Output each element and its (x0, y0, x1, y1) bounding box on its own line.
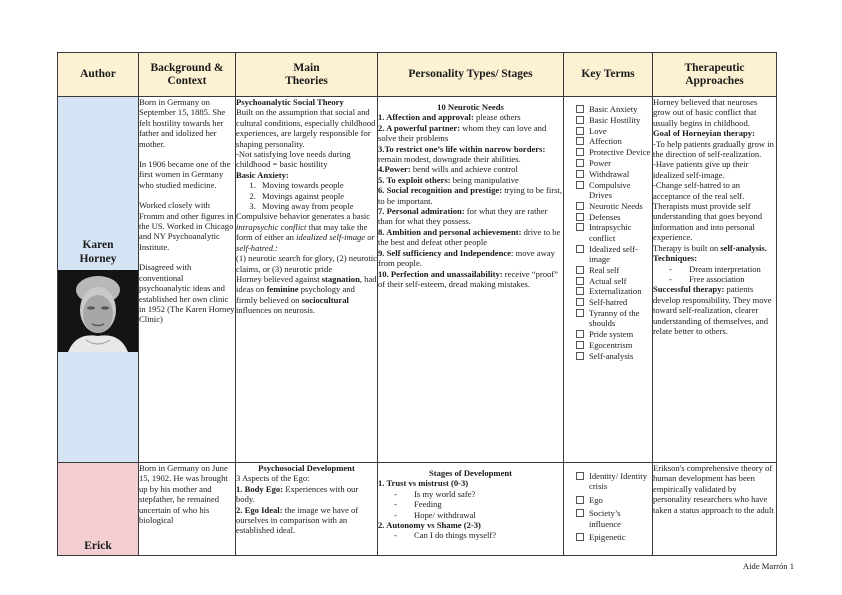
key-term-label: Withdrawal (589, 168, 630, 179)
key-term-label: Real self (589, 264, 620, 275)
background-paragraph: Disagreed with conventional psychoanalytic ideas and established her own clinic in 1952 (The Karen Horney Clinic) (139, 262, 235, 325)
ego-aspect (236, 505, 377, 536)
neurotic-need-label: 4.Power: (378, 164, 411, 175)
types-title: 10 Neurotic Needs (437, 102, 504, 112)
checkbox-icon[interactable] (576, 533, 584, 541)
text-run-italic: intrapsychic conflict (236, 221, 307, 232)
therapy-goal: -Change self-hatred to an acceptance of the real self. (653, 180, 745, 201)
key-terms-cell-erik (564, 463, 653, 556)
types-title: Stages of Development (428, 468, 513, 478)
neurotic-need-label: 10. Perfection and unassailability: (378, 268, 503, 279)
neurotic-need-item (378, 164, 563, 174)
theory-title: Psychoanalytic Social Theory (236, 97, 344, 107)
checkbox-icon[interactable] (576, 245, 584, 253)
checkbox-icon[interactable] (576, 148, 584, 156)
key-term-item[interactable] (576, 340, 652, 350)
text-run: influences on neurosis. (236, 305, 315, 316)
background-paragraph: Worked closely with Fromm and other figures in the US. Worked in Chicago and NY Psychoanalytic Institute. (139, 200, 234, 252)
text-run-bold: feminine (266, 284, 299, 295)
list-item: - Is my world safe? (394, 489, 563, 499)
key-term-label: Externalization (589, 286, 642, 297)
text-run: , had ideas on (236, 273, 377, 295)
successful-therapy (653, 284, 776, 336)
key-term-item[interactable] (576, 115, 652, 125)
neurotic-need-label: 7. Personal admiration: (378, 206, 465, 217)
neurotic-need-item (378, 206, 563, 227)
portrait-photo-icon (58, 270, 138, 352)
key-term-label: Love (589, 125, 607, 136)
key-term-item[interactable] (576, 126, 652, 136)
list-item: - Hope/ withdrawal (394, 510, 563, 520)
key-term-item[interactable] (576, 104, 652, 114)
text-run-bold: Successful therapy: (653, 284, 725, 295)
header-types-label: Personality Types/ Stages (408, 68, 533, 80)
header-author (58, 53, 139, 97)
checkbox-icon[interactable] (576, 309, 584, 317)
text-run: Experiences with our body. (236, 483, 359, 505)
key-term-item[interactable] (576, 158, 652, 168)
text-run: Horney believed against (236, 273, 322, 284)
key-term-label: Compulsive Drives (589, 179, 631, 200)
text-run: the image we have of ourselves in comparison with an established ideal. (236, 504, 359, 536)
checkbox-icon[interactable] (576, 330, 584, 338)
checkbox-icon[interactable] (576, 170, 584, 178)
checkbox-icon[interactable] (576, 509, 584, 517)
therapy-goal: -Have patients give up their idealized self-image. (653, 159, 749, 180)
neurotic-need-text: bend wills and achieve control (410, 164, 518, 175)
checkbox-icon[interactable] (576, 213, 584, 221)
key-term-item[interactable] (576, 532, 652, 542)
header-background-line2: Context (167, 74, 207, 87)
neurotic-need-label: 8. Ambition and personal achievement: (378, 226, 522, 237)
compulsive-behavior-text (236, 211, 377, 253)
key-term-label: Actual self (589, 275, 627, 286)
key-term-item[interactable] (576, 201, 652, 211)
theory-intro: Built on the assumption that social and cultural conditions, especially childhood experiences, are largely responsible for shaping personality. (236, 107, 376, 149)
neurotic-need-item (378, 144, 563, 165)
key-term-label: Identity/ Identity crisis (589, 471, 647, 492)
background-cell-horney (139, 97, 236, 463)
theories-cell-erik (236, 463, 378, 556)
author-first-name: Karen (82, 238, 114, 251)
list-item: 3. Moving away from people (258, 201, 377, 211)
stage-title: 1. Trust vs mistrust (0-3) (378, 478, 469, 489)
key-term-label: Protective Device (589, 147, 651, 158)
header-row (58, 53, 777, 97)
key-term-label: Ego (589, 494, 603, 505)
checkbox-icon[interactable] (576, 298, 584, 306)
key-term-label: Epigenetic (589, 532, 626, 543)
key-term-item[interactable] (576, 508, 652, 529)
background-cell-erik (139, 463, 236, 556)
checkbox-icon[interactable] (576, 341, 584, 349)
neurotic-need-item (378, 227, 563, 248)
key-term-item[interactable] (576, 169, 652, 179)
key-term-label: Basic Hostility (589, 114, 641, 125)
list-item: - Dream interpretation (669, 264, 776, 274)
neurotic-need-text: for what they are rather than for what they possess. (378, 206, 548, 227)
neurotic-need-text: being manipulative (450, 174, 519, 185)
header-theories-line1: Main (293, 61, 320, 74)
checkbox-icon[interactable] (576, 496, 584, 504)
key-term-item[interactable] (576, 297, 652, 307)
neurotic-need-item (378, 269, 563, 290)
text-run: Compulsive behavior generates a basic (236, 211, 371, 222)
checkbox-icon[interactable] (576, 352, 584, 360)
header-author-label: Author (80, 68, 116, 80)
key-term-label: Idealized self-image (589, 243, 638, 264)
checkbox-icon[interactable] (576, 287, 584, 295)
key-term-item[interactable] (576, 471, 652, 492)
author-cell-erik (58, 463, 139, 556)
author-name: Erick (84, 540, 112, 552)
therapy-goal: -To help patients gradually grow in the direction of self-realization. (653, 138, 774, 160)
table-row-erik (58, 463, 777, 556)
neurotic-need-text: remain modest, downgrade their abilities. (378, 154, 521, 165)
text-run-bold: sociocultural (301, 294, 349, 305)
therapy-built-on (653, 243, 776, 253)
key-term-item[interactable] (576, 329, 652, 339)
header-theories (236, 53, 378, 97)
neurotic-need-item (378, 123, 563, 144)
theory-title: Psychosocial Development (258, 463, 355, 473)
list-item: - Free association (669, 274, 776, 284)
background-paragraph: Born in Germany on June 15, 1902. He was brought up by his mother and stepfather, he remained uncertain of who his biological (139, 463, 228, 526)
header-therapy-line2: Approaches (685, 74, 744, 87)
checkbox-icon[interactable] (576, 223, 584, 231)
checkbox-icon[interactable] (576, 266, 584, 274)
key-term-item[interactable] (576, 147, 652, 157)
neurotic-need-item (378, 248, 563, 269)
list-item: - Can I do things myself? (394, 530, 563, 540)
neurotic-need-label: 6. Social recognition and prestige: (378, 185, 503, 196)
key-term-label: Egocentrism (589, 339, 633, 350)
theories-cell-horney (236, 97, 378, 463)
list-item: 2. Movings against people (258, 191, 377, 201)
basic-anxiety-title: Basic Anxiety: (236, 169, 289, 180)
key-term-label: Self-analysis (589, 350, 634, 361)
techniques-title: Techniques: (653, 253, 698, 264)
neurotic-need-text: whom they can love and solve their problems (378, 122, 547, 144)
stage-items (378, 489, 563, 520)
text-run: patients develop responsibility. They move toward self-realization, clearer understanding of themselves, and relate better to others. (653, 284, 772, 336)
key-term-item[interactable] (576, 222, 652, 243)
header-background (139, 53, 236, 97)
key-term-item[interactable] (576, 495, 652, 505)
neurotic-text: (1) neurotic search for glory, (2) neurotic claims, or (3) neurotic pride (236, 253, 377, 274)
text-run-bold: 1. Body Ego: (236, 483, 284, 494)
key-term-label: Tyranny of the shoulds (589, 307, 640, 329)
neurotic-need-text: receive “proof” of their self-esteem, dread making mistakes. (378, 268, 558, 289)
checkbox-icon[interactable] (576, 137, 584, 145)
neurotic-need-text: please others (473, 112, 521, 123)
checkbox-icon[interactable] (576, 159, 584, 167)
header-therapy (653, 53, 777, 97)
checkbox-icon[interactable] (576, 116, 584, 124)
neurotic-need-item (378, 112, 563, 122)
header-therapy-line1: Therapeutic (684, 61, 745, 74)
therapy-provide: Therapists must provide self understanding that goes beyond information and into personal experience. (653, 201, 763, 243)
text-run: that may take the form of either an (236, 221, 368, 243)
neurotic-need-text: drive to be the best and defeat other people (378, 226, 561, 248)
stage-items (378, 530, 563, 540)
header-key-terms (564, 53, 653, 97)
list-item: 1. Moving towards people (258, 180, 377, 190)
neurotic-need-item (378, 185, 563, 206)
checkbox-icon[interactable] (576, 181, 584, 189)
key-term-item[interactable] (576, 136, 652, 146)
header-key-terms-label: Key Terms (581, 68, 635, 80)
key-term-label: Affection (589, 136, 622, 147)
key-term-label: Society’s influence (589, 508, 621, 529)
checkbox-icon[interactable] (576, 127, 584, 135)
text-run-italic: idealized self-image or self-hatred.: (236, 232, 375, 253)
background-paragraph: Born in Germany on September 15, 1885. She felt hostility towards her father and idolized her mother. (139, 97, 226, 149)
neurotic-need-label: 2. A powerful partner: (378, 122, 461, 133)
neurotic-need-label: 9. Self sufficiency and Independence (378, 247, 511, 258)
key-term-label: Self-hatred (589, 297, 628, 308)
key-term-label: Defenses (589, 211, 621, 222)
key-terms-list (564, 471, 652, 542)
key-term-item[interactable] (576, 265, 652, 275)
theorist-table (57, 52, 777, 556)
types-cell-horney (378, 97, 564, 463)
key-term-label: Pride system (589, 329, 634, 340)
key-term-item[interactable] (576, 276, 652, 286)
neurotic-need-label: 5. To exploit others: (378, 174, 451, 185)
text-run-bold: 2. Ego Ideal: (236, 504, 283, 515)
theory-intro: 3 Aspects of the Ego: (236, 473, 310, 484)
page-footer: Aide Marrón 1 (742, 561, 794, 571)
background-paragraph: In 1906 became one of the first women in Germany who studied medicine. (139, 159, 231, 190)
table-row-horney (58, 97, 777, 463)
key-term-item[interactable] (576, 308, 652, 329)
checkbox-icon[interactable] (576, 105, 584, 113)
text-run-bold: self-analysis. (720, 242, 767, 253)
key-term-item[interactable] (576, 244, 652, 265)
techniques-list (653, 264, 776, 285)
ego-aspect (236, 484, 377, 505)
checkbox-icon[interactable] (576, 472, 584, 480)
key-terms-cell-horney (564, 97, 653, 463)
types-cell-erik (378, 463, 564, 556)
author-last-name: Horney (79, 252, 117, 265)
neurotic-needs-list (378, 112, 563, 289)
neurotic-need-text: : move away from people. (378, 247, 555, 269)
header-background-line1: Background & (150, 61, 224, 74)
neurotic-need-text: trying to be first, to be important. (378, 185, 562, 206)
key-term-item[interactable] (576, 212, 652, 222)
checkbox-icon[interactable] (576, 202, 584, 210)
key-term-label: Basic Anxiety (589, 104, 638, 114)
therapy-text: Erikson's comprehensive theory of human development has been empirically validated by personality researchers who have taken a status approach to the adult (653, 463, 774, 515)
key-term-label: Power (589, 157, 611, 168)
key-term-label: Intrapsychic conflict (589, 222, 632, 243)
author-cell-horney (58, 97, 139, 463)
checkbox-icon[interactable] (576, 277, 584, 285)
text-run: psychology and firmly believed on (236, 284, 355, 305)
header-types (378, 53, 564, 97)
key-term-item[interactable] (576, 180, 652, 201)
key-terms-list (564, 104, 652, 361)
theory-hostility: -Not satisfying love needs during childhood = basic hostility (236, 149, 351, 170)
stage-title: 2. Autonomy vs Shame (2-3) (378, 520, 481, 531)
neurotic-need-label: 1. Affection and approval: (378, 112, 474, 123)
key-term-label: Neurotic Needs (589, 200, 643, 211)
header-theories-line2: Theories (285, 74, 328, 87)
key-term-item[interactable] (576, 351, 652, 361)
key-term-item[interactable] (576, 286, 652, 296)
therapy-cell-erik (653, 463, 777, 556)
list-item: - Feeding (394, 499, 563, 509)
basic-anxiety-list (236, 180, 377, 211)
text-run-bold: stagnation (321, 273, 360, 284)
neurotic-need-label: 3.To restrict one’s life within narrow borders: (378, 143, 546, 154)
therapy-intro: Horney believed that neuroses grow out of basic conflict that usually begins in childhood. (653, 97, 758, 128)
therapy-cell-horney (653, 97, 777, 463)
text-run: Therapy is built on (653, 242, 721, 253)
therapy-goal-title: Goal of Horneyian therapy: (653, 128, 755, 139)
neurotic-need-item (378, 175, 563, 185)
horney-belief-text (236, 274, 377, 316)
